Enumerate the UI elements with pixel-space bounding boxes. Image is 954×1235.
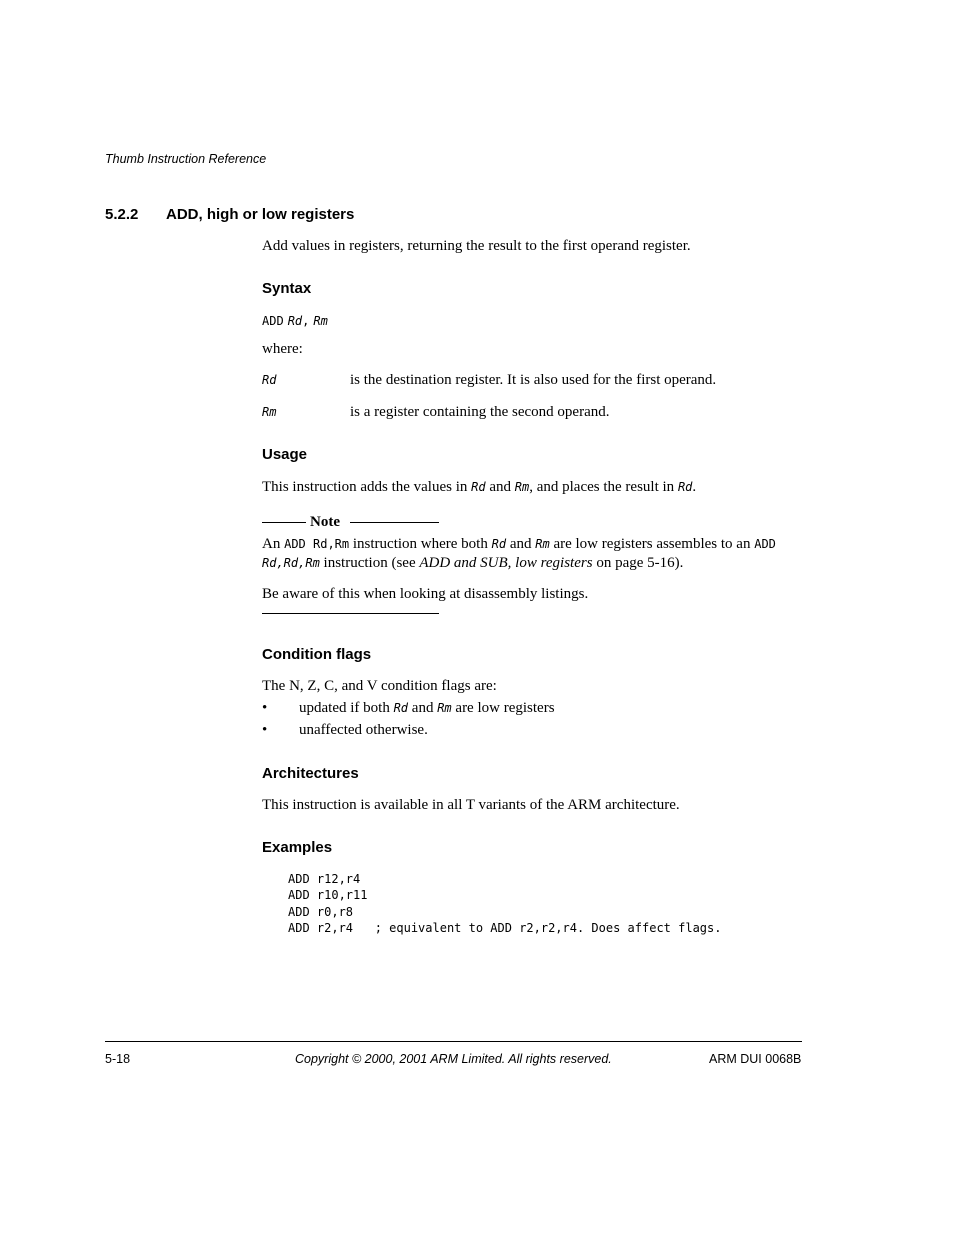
note-paragraph-2: Be aware of this when looking at disassembly listings.: [262, 586, 589, 602]
example-line: ADD r10,r11: [288, 888, 368, 903]
note-line-2: [262, 554, 683, 573]
bullet-1-rm: Rm: [437, 701, 452, 715]
syntax-rd: Rd: [287, 314, 303, 328]
syntax-comma: ,: [302, 314, 310, 328]
param-desc-rm: is a register containing the second operand.: [350, 404, 610, 420]
footer-page-number: 5-18: [105, 1052, 131, 1066]
bullet-1-text-1: updated if both: [299, 700, 394, 716]
example-line: ADD r2,r4 ; equivalent to ADD r2,r2,r4. Does affect flags.: [288, 920, 722, 935]
bullet-1-text-3: are low registers: [451, 700, 555, 716]
param-name-rm: Rm: [262, 405, 277, 419]
note-rule-right: [350, 522, 439, 523]
running-head: Thumb Instruction Reference: [105, 152, 267, 166]
note-rd: Rd: [491, 537, 507, 551]
architectures-heading: Architectures: [262, 765, 359, 782]
examples-heading: Examples: [262, 839, 333, 856]
usage-heading: Usage: [262, 446, 308, 463]
syntax-heading: Syntax: [262, 280, 312, 297]
intro-paragraph: Add values in registers, returning the result to the first operand register.: [262, 238, 691, 254]
param-name-rd: Rd: [262, 373, 277, 387]
examples-code-block: [288, 871, 721, 936]
note-code-rd-rd-rm: Rd,Rd,Rm: [262, 556, 320, 570]
usage-rd-result: Rd: [677, 480, 693, 494]
note-text-5: instruction (see: [319, 555, 420, 571]
note-text-2: instruction where both: [349, 536, 492, 552]
syntax-rm: Rm: [313, 314, 328, 328]
usage-paragraph: [262, 478, 696, 497]
example-line: ADD r12,r4: [288, 872, 361, 886]
condition-flags-heading: Condition flags: [262, 646, 372, 663]
note-label: Note: [310, 514, 340, 530]
param-desc-rd: is the destination register. It is also used for the first operand.: [350, 372, 717, 388]
syntax-line: [262, 312, 328, 330]
note-rule-left: [262, 522, 306, 523]
note-xref-link[interactable]: ADD and SUB, low registers: [419, 555, 593, 571]
note-text-1: An: [262, 536, 285, 552]
section-number: 5.2.2: [105, 206, 139, 223]
where-label: where:: [262, 341, 303, 357]
footer-doc-id: ARM DUI 0068B: [709, 1052, 802, 1066]
usage-rd: Rd: [471, 480, 486, 494]
note-code-add: ADD: [754, 537, 776, 551]
condition-flags-intro: The N, Z, C, and V condition flags are:: [262, 678, 497, 694]
usage-text-4: .: [692, 479, 697, 495]
example-line: ADD r0,r8: [288, 904, 354, 919]
syntax-mnemonic: ADD: [262, 314, 284, 328]
note-line-1: [262, 535, 776, 554]
note-rule-bottom: [262, 613, 439, 614]
bullet-1: •: [262, 700, 268, 716]
usage-text-3: , and places the result in: [529, 479, 678, 495]
note-text-3: and: [506, 536, 536, 552]
section-title: ADD, high or low registers: [166, 206, 355, 223]
bullet-item-1: [299, 699, 555, 718]
bullet-1-text-2: and: [408, 700, 438, 716]
bullet-1-rd: Rd: [393, 701, 409, 715]
note-text-6: on page 5-16).: [592, 555, 684, 571]
bullet-item-2: unaffected otherwise.: [299, 722, 428, 738]
note-rm: Rm: [535, 537, 550, 551]
usage-text-1: This instruction adds the values in: [262, 479, 472, 495]
architectures-paragraph: This instruction is available in all T variants of the ARM architecture.: [262, 797, 680, 813]
usage-rm: Rm: [514, 480, 530, 494]
usage-text-2: and: [485, 479, 515, 495]
note-code-add-rd-rm: ADD Rd,Rm: [284, 537, 350, 551]
note-text-4: are low registers assembles to an: [549, 536, 755, 552]
footer-copyright: Copyright © 2000, 2001 ARM Limited. All rights reserved.: [295, 1052, 612, 1066]
bullet-2: •: [262, 722, 268, 738]
footer-rule: [105, 1041, 802, 1042]
